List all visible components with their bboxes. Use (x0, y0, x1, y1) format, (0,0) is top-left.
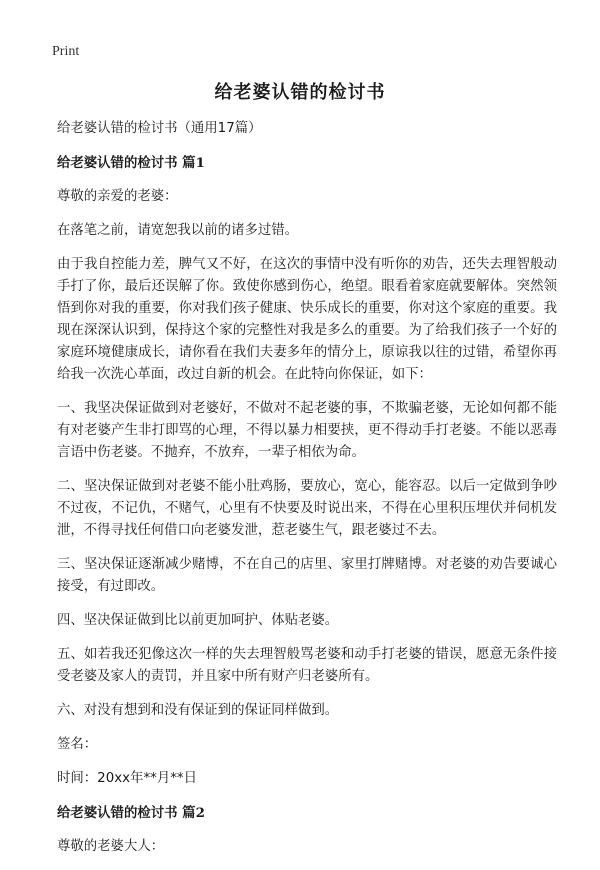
promise-item-2: 二、坚决保证做到对老婆不能小肚鸡肠，要放心，宽心，能容忍。以后一定做到争吵不过夜，不记仇，不赌气，心里有不快要及时说出来，不得在心里积压埋伏并伺机发泄，不得寻找任何借口向老婆发泄，惹老婆生气，跟老婆过不去。 (57, 479, 557, 538)
promise-item-6: 六、对没有想到和没有保证到的保证同样做到。 (57, 703, 339, 718)
opening-paragraph: 在落笔之前，请宽恕我以前的诸多过错。 (57, 223, 299, 238)
promise-item-1: 一、我坚决保证做到对老婆好，不做对不起老婆的事，不欺骗老婆，无论如何都不能有对老婆产生非打即骂的心理，不得以暴力相要挟，更不得动手打老婆。不能以恶毒言语中伤老婆。不抛弃，不放弃，一辈子相依为命。 (57, 401, 557, 460)
promise-item-4: 四、坚决保证做到比以前更加呵护、体贴老婆。 (57, 613, 339, 628)
section-heading-2: 给老婆认错的检讨书 篇2 (57, 805, 205, 821)
document-subtitle: 给老婆认错的检讨书（通用17篇） (57, 121, 262, 136)
page-title: 给老婆认错的检讨书 (214, 82, 386, 103)
promise-item-5: 五、如若我还犯像这次一样的失去理智般骂老婆和动手打老婆的错误，愿意无条件接受老婆及家人的责罚，并且家中所有财产归老婆所有。 (57, 647, 557, 684)
print-link[interactable]: Print (52, 44, 80, 59)
signature-line: 签名： (57, 737, 98, 752)
section-heading-1: 给老婆认错的检讨书 篇1 (57, 155, 205, 171)
salutation-2: 尊敬的老婆大人： (57, 839, 165, 854)
date-line: 时间：20xx年**月**日 (57, 771, 198, 786)
document-body (57, 118, 557, 870)
salutation: 尊敬的亲爱的老婆： (57, 189, 178, 204)
body-paragraph: 由于我自控能力差，脾气又不好，在这次的事情中没有听你的劝告，还失去理智般动手打了你，最后还误解了你。致使你感到伤心，绝望。眼看着家庭就要解体。突然领悟到你对我的重要，你对我们孩子健康、快乐成长的重要，你对这个家庭的重要。我现在深深认识到，保持这个家的完整性对我是多么的重要。为了给我们孩子一个好的家庭环境健康成长，请你看在我们夫妻多年的情分上，原谅我以往的过错，希望你再给我一次洗心革面，改过自新的机会。在此特向你保证，如下： (57, 257, 557, 382)
promise-item-3: 三、坚决保证逐渐减少赌博，不在自己的店里、家里打牌赌博。对老婆的劝告要诚心接受，有过即改。 (57, 557, 557, 594)
